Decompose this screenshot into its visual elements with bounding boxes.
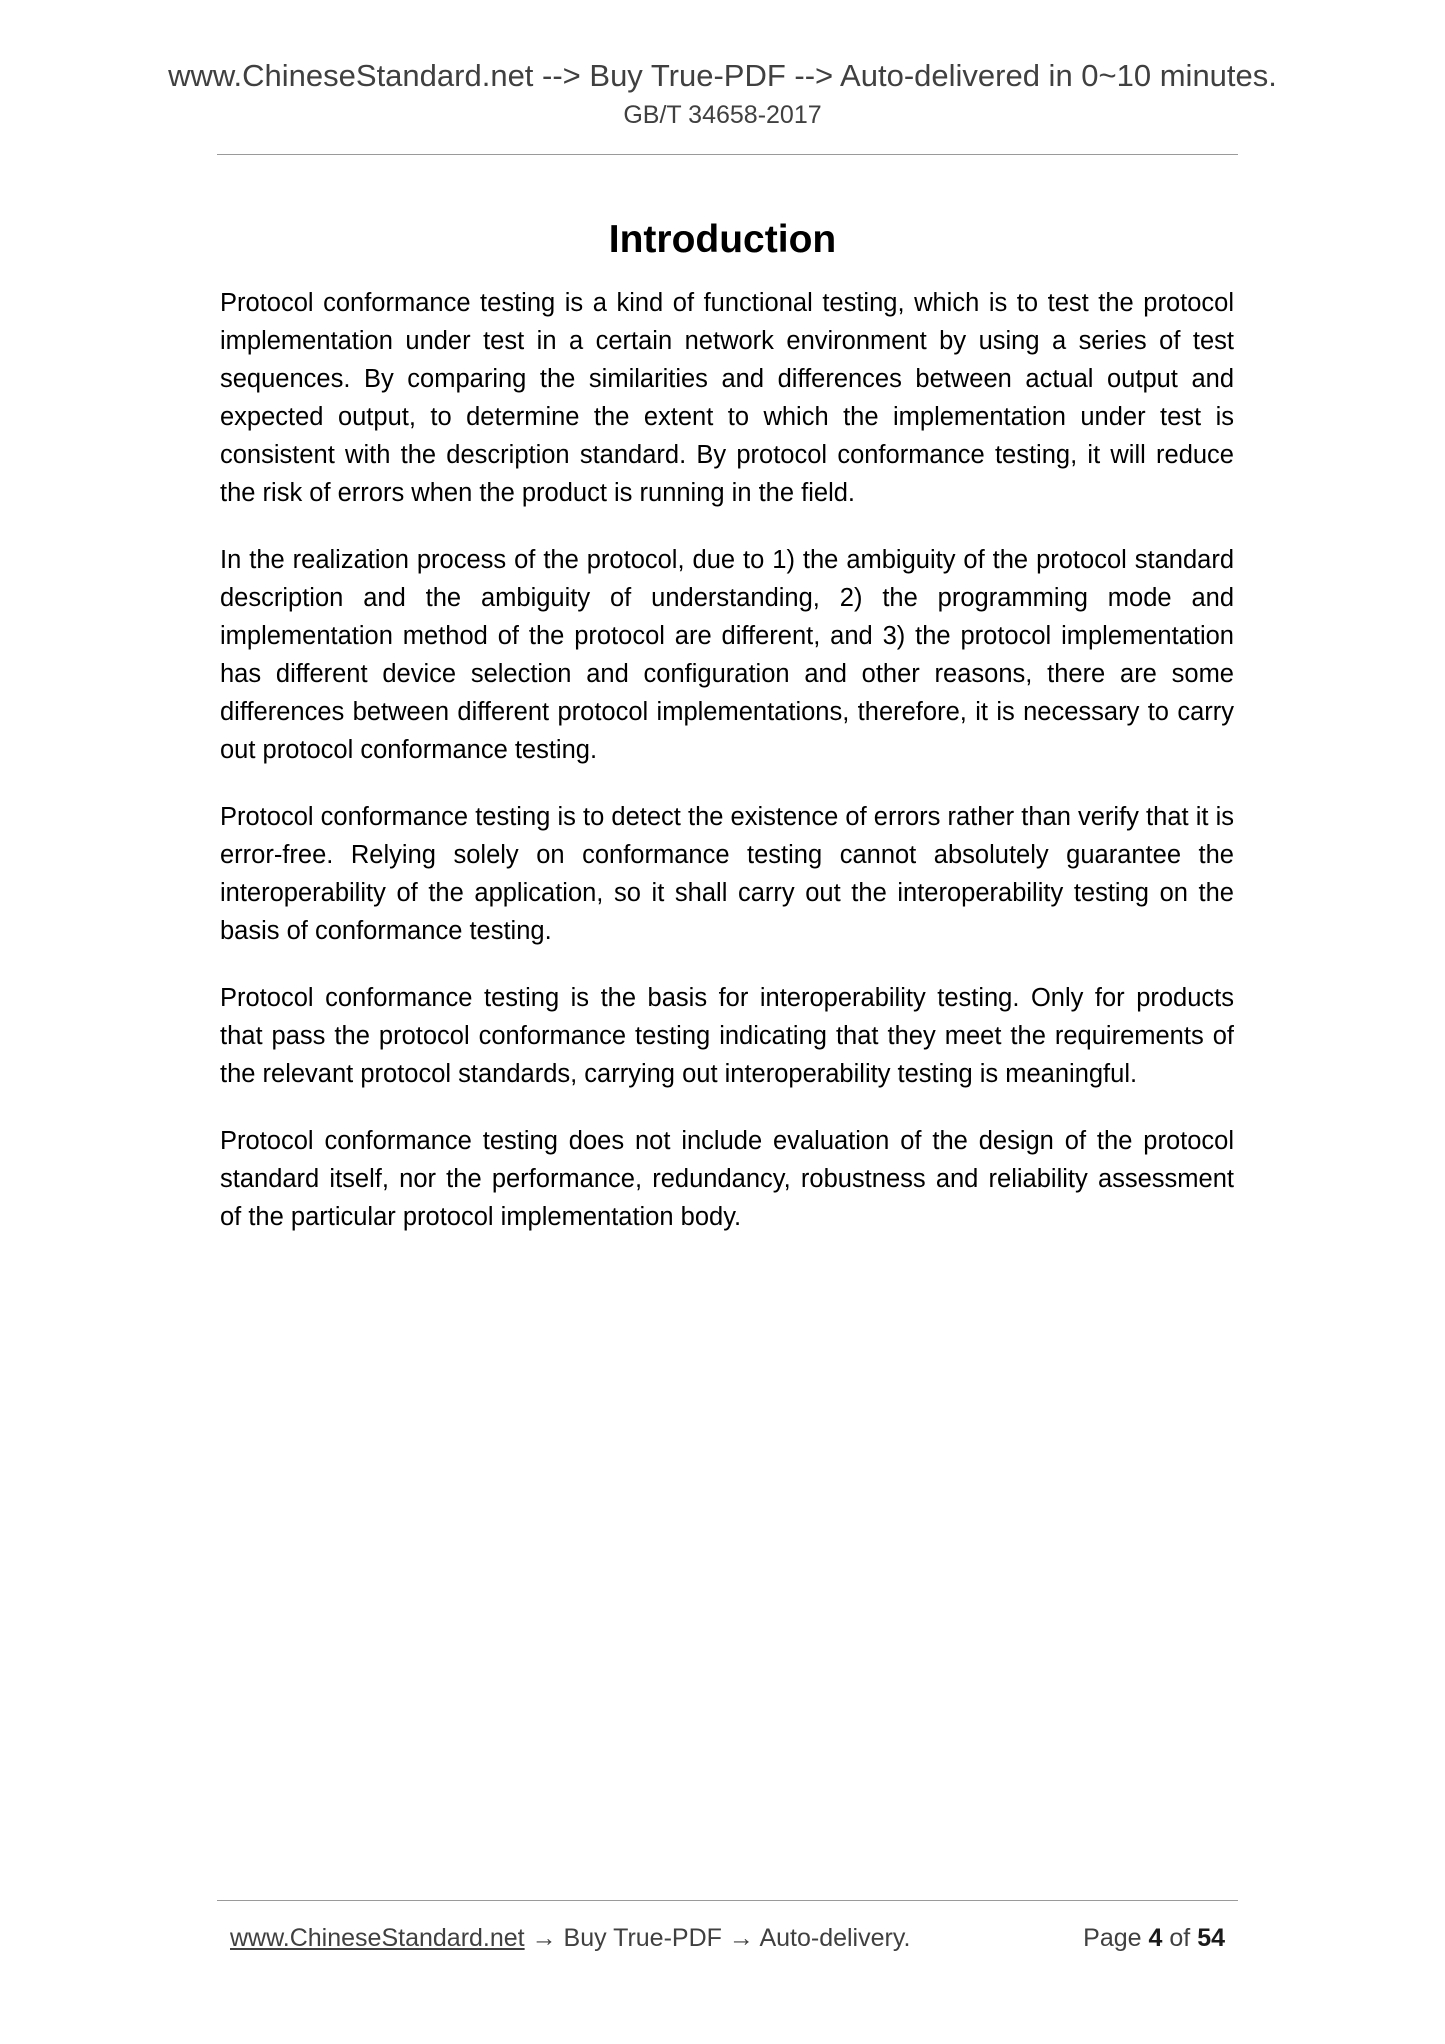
page-label: Page bbox=[1083, 1924, 1142, 1952]
paragraph-5: Protocol conformance testing does not include evaluation of the design of the protocol standard itself, nor the performance, redundancy, robustness and reliability assessment of the particular protocol implementation body. bbox=[220, 1127, 1234, 1231]
paragraph-4: Protocol conformance testing is the basis for interoperability testing. Only for products that pass the protocol conformance testing indicating that they meet the requirements of the relevant protocol standards, carrying out interoperability testing is meaningful. bbox=[220, 984, 1234, 1088]
paragraph-3: Protocol conformance testing is to detect the existence of errors rather than verify that it is error-free. Relying solely on conformance testing cannot absolutely guarantee the interoperability of the application, so it shall carry out the interoperability testing on the basis of conformance testing. bbox=[220, 803, 1234, 945]
page-footer bbox=[230, 1920, 1225, 1960]
paragraph-2: In the realization process of the protocol, due to 1) the ambiguity of the protocol standard description and the ambiguity of understanding, 2) the programming mode and implementation method of the protocol are different, and 3) the protocol implementation has different device selection and configuration and other reasons, there are some differences between different protocol implementations, therefore, it is necessary to carry out protocol conformance testing. bbox=[220, 546, 1234, 764]
of-label: of bbox=[1169, 1924, 1191, 1952]
page-title: Introduction bbox=[608, 218, 837, 262]
delivery-text: Auto-delivery. bbox=[759, 1924, 911, 1952]
paragraph-1: Protocol conformance testing is a kind of functional testing, which is to test the protocol implementation under test in a certain network environment by using a series of test sequences. By comparing the similarities and differences between actual output and expected output, to determine the extent to which the implementation under test is consistent with the description standard. By protocol conformance testing, it will reduce the risk of errors when the product is running in the field. bbox=[220, 289, 1234, 507]
footer-promo bbox=[230, 1920, 910, 1956]
total-pages: 54 bbox=[1197, 1924, 1225, 1952]
site-link[interactable]: www.ChineseStandard.net bbox=[230, 1924, 525, 1952]
page-indicator bbox=[1083, 1920, 1225, 1956]
footer-divider bbox=[217, 1900, 1238, 1901]
standard-number: GB/T 34658-2017 bbox=[623, 101, 822, 129]
header-banner: www.ChineseStandard.net --> Buy True-PDF --> Auto-delivered in 0~10 minutes. bbox=[168, 58, 1277, 93]
header-divider bbox=[217, 154, 1238, 155]
document-body bbox=[220, 284, 1234, 1265]
arrow-icon: → bbox=[531, 1924, 557, 1952]
buy-text: Buy True-PDF bbox=[563, 1924, 722, 1952]
page-header bbox=[0, 58, 1445, 130]
page-number: 4 bbox=[1148, 1924, 1163, 1952]
arrow-icon: → bbox=[728, 1924, 754, 1952]
